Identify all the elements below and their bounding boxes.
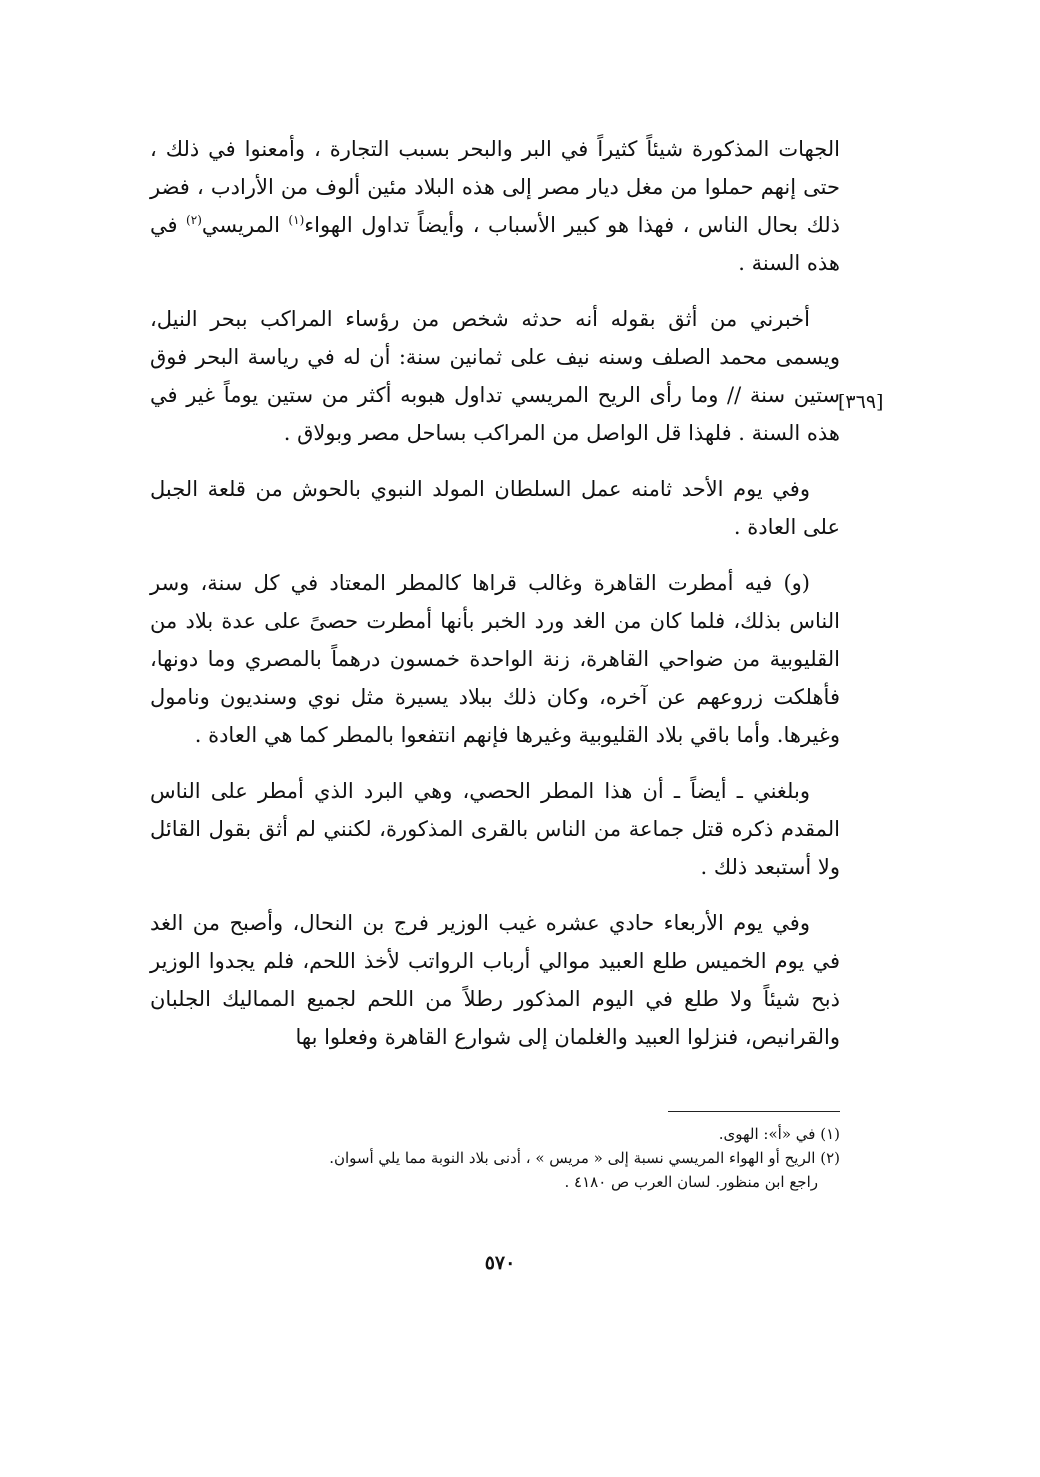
footnote-ref-2: (٢) <box>186 213 202 227</box>
paragraph-3: وفي يوم الأحد ثامنه عمل السلطان المولد النبوي بالحوش من قلعة الجبل على العادة . <box>150 477 840 539</box>
paragraph-5: وبلغني ـ أيضاً ـ أن هذا المطر الحصي، وهي البرد الذي أمطر على الناس المقدم ذكره قتل جماعة من الناس بالقرى المذكورة، لكنني لم أثق بقول القائل ولا أستبعد ذلك . <box>150 779 840 879</box>
footnote-2: (٢) الريح أو الهواء المريسي نسبة إلى « مريس » ، أدنى بلاد النوبة مما يلي أسوان. <box>329 1149 840 1167</box>
paragraph-1-text-b: المريسي <box>201 213 289 237</box>
footnote-2-continuation: راجع ابن منظور. لسان العرب ص ٤١٨٠ . <box>564 1173 818 1191</box>
paragraph-1-text-a: الجهات المذكورة شيئاً كثيراً في البر والبحر بسبب التجارة ، وأمعنوا في ذلك ، حتى إنهم حملوا من مغل ديار مصر إلى هذه البلاد مئين ألوف من الأرادب ، فضر ذلك بحال الناس ، فهذا هو كبير الأسباب ، وأيضاً تداول الهواء <box>150 137 841 237</box>
footnote-ref-1: (١) <box>288 213 305 227</box>
paragraph-6: وفي يوم الأربعاء حادي عشره غيب الوزير فرج بن النحال، وأصبح من الغد في يوم الخميس طلع العبيد موالي أرباب الرواتب لأخذ اللحم، فلم يجدوا الوزير ذبح شيئاً ولا طلع في اليوم المذكور رطلاً من اللحم لجميع المماليك الجلبان والقرانيص، فنزلوا العبيد والغلمان إلى شوارع القاهرة وفعلوا بها <box>150 911 840 1049</box>
paragraph-1-text-c: في هذه السنة . <box>150 213 840 275</box>
main-text <box>150 130 840 1074</box>
paragraph-1 <box>150 130 840 282</box>
manuscript-folio-marker: [٣٦٩] <box>838 391 884 413</box>
footnote-1: (١) في «أ»: الهوى. <box>718 1125 840 1143</box>
paragraph-2: أخبرني من أثق بقوله أنه حدثه شخص من رؤساء المراكب ببحر النيل، ويسمى محمد الصلف وسنه نيف على ثمانين سنة: أن له في رياسة البحر فوق ستين سنة // وما رأى الريح المريسي تداول هبوبه أكثر من ستين يوماً غير في هذه السنة . فلهذا قل الواصل من المراكب بساحل مصر وبولاق . <box>150 307 840 445</box>
page-number: ٥٧٠ <box>484 1252 516 1274</box>
paragraph-4: (و) فيه أمطرت القاهرة وغالب قراها كالمطر المعتاد في كل سنة، وسر الناس بذلك، فلما كان من الغد ورد الخبر بأنها أمطرت حصىً على عدة بلاد من القليوبية من ضواحي القاهرة، زنة الواحدة خمسون درهماً بالمصري وما دونها، فأهلكت زروعهم عن آخره، وكان ذلك ببلاد يسيرة مثل نوي وسنديون ونامول وغيرها. وأما باقي بلاد القليوبية وغيرها فإنهم انتفعوا بالمطر كما هي العادة . <box>150 571 840 747</box>
footnote-divider <box>668 1111 840 1112</box>
footnotes <box>260 1122 840 1194</box>
